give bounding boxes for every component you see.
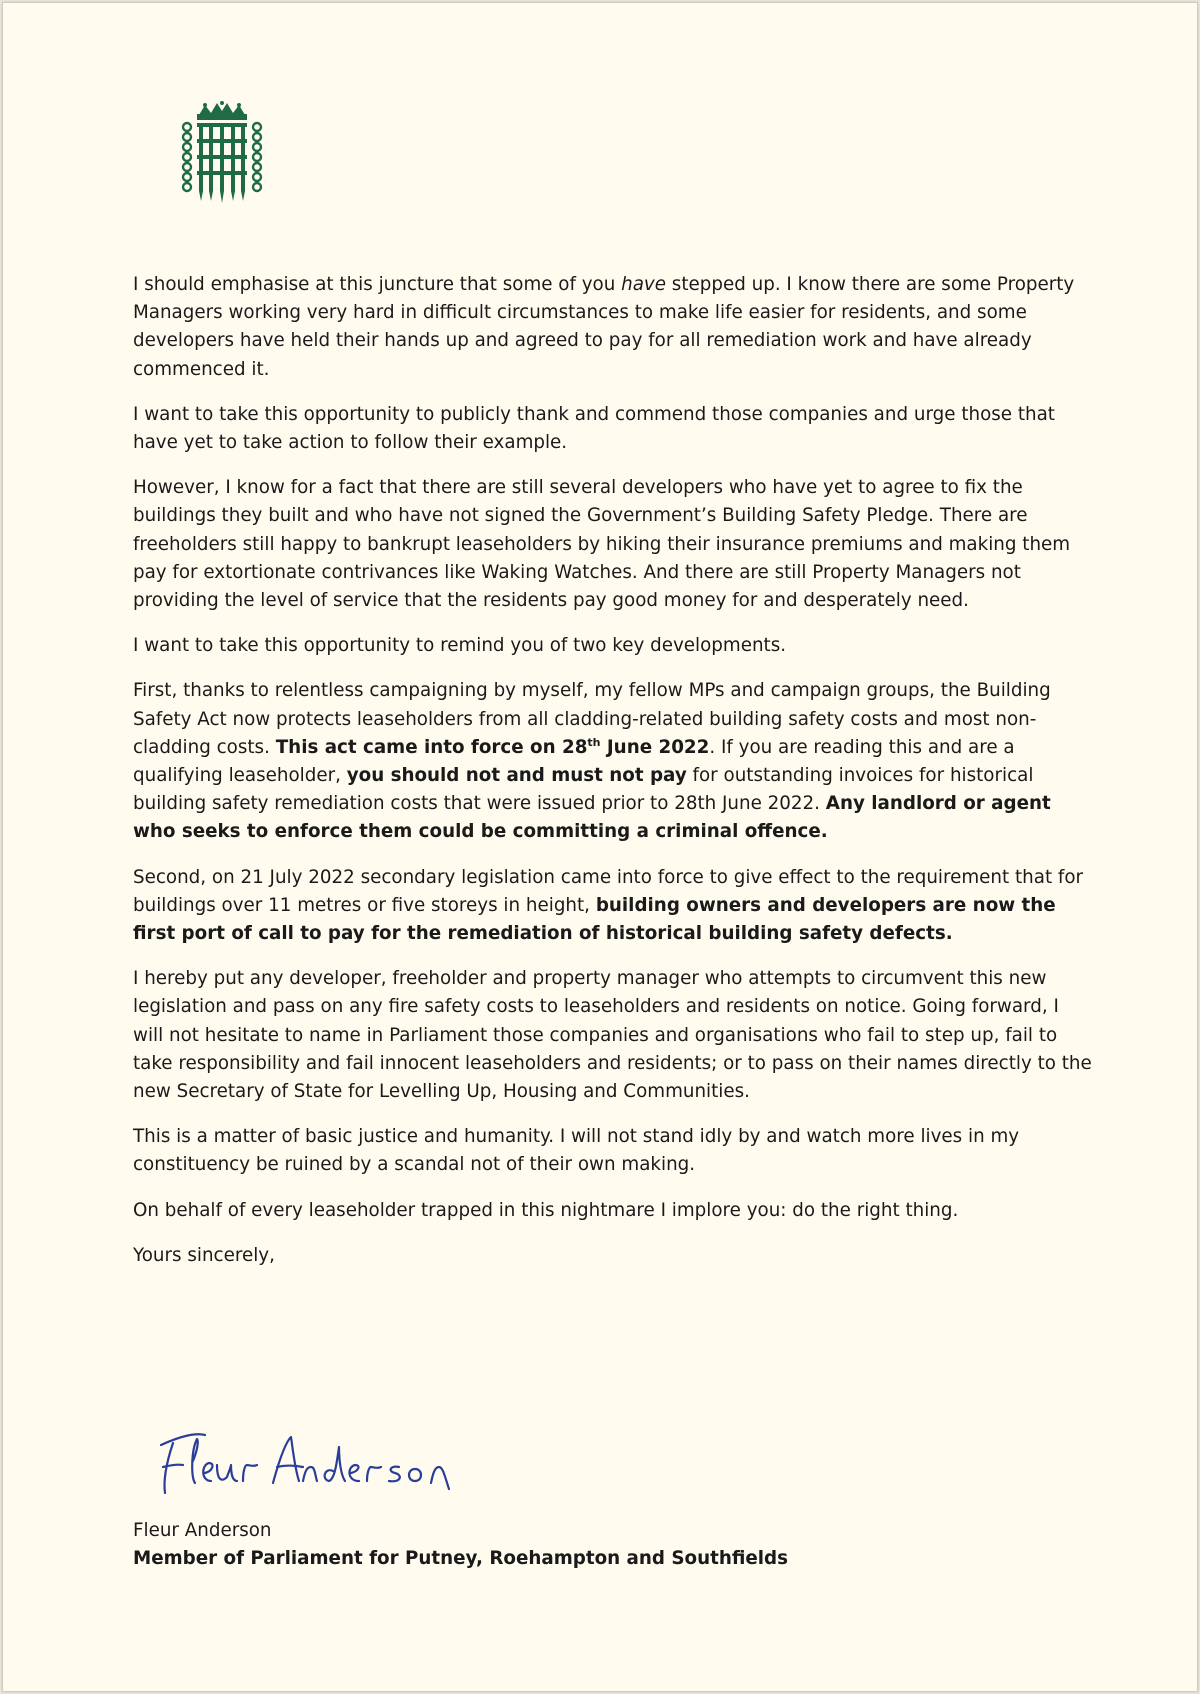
letter-body xyxy=(133,271,1093,1287)
paragraph-6: Second, on 21 July 2022 secondary legislation came into force to give effect to the requirement that for buildings over 11 metres or five storeys in height, building owners and developers are now the first port of call to pay for the remediation of historical building safety defects. xyxy=(133,866,1084,945)
signatory-role: Member of Parliament for Putney, Roehampton and Southfields xyxy=(133,1548,789,1570)
letter-page xyxy=(2,2,1198,1692)
paragraph-1: I should emphasise at this juncture that some of you have stepped up. I know there are some Property Managers working very hard in difficult circumstances to make life easier for residents, and some developers have held their hands up and agreed to pay for all remediation work and have already commenced it. xyxy=(133,274,1075,380)
portcullis-icon xyxy=(177,101,267,205)
paragraph-8: This is a matter of basic justice and humanity. I will not stand idly by and watch more lives in my constituency be ruined by a scandal not of their own making. xyxy=(133,1126,1020,1176)
paragraph-7: I hereby put any developer, freeholder and property manager who attempts to circumvent this new legislation and pass on any fire safety costs to leaseholders and residents on notice. Going forward, I will not hesitate to name in Parliament those companies and organisations who fail to step up, fail to take responsibility and fail innocent leaseholders and residents; or to pass on their names directly to the new Secretary of State for Levelling Up, Housing and Communities. xyxy=(133,968,1092,1103)
paragraph-3: However, I know for a fact that there are still several developers who have yet to agree to fix the buildings they built and who have not signed the Government’s Building Safety Pledge. There are freeholders still happy to bankrupt leaseholders by hiking their insurance premiums and making them pay for extortionate contrivances like Waking Watches. And there are still Property Managers not providing the level of service that the residents pay good money for and desperately need. xyxy=(133,477,1071,612)
closing: Yours sincerely, xyxy=(133,1244,275,1266)
paragraph-2: I want to take this opportunity to publicly thank and commend those companies and urge those that have yet to take action to follow their example. xyxy=(133,403,1055,454)
signature xyxy=(153,1421,483,1501)
signoff-block xyxy=(133,1517,1093,1573)
signatory-name: Fleur Anderson xyxy=(133,1520,272,1541)
paragraph-5: First, thanks to relentless campaigning by myself, my fellow MPs and campaign groups, the Building Safety Act now protects leaseholders from all cladding-related building safety costs and most non-cladding costs. This act came into force on 28th June 2022. If you are reading this and are a qualifying leaseholder, you should not and must not pay for outstanding invoices for historical building safety remediation costs that were issued prior to 28th June 2022. Any landlord or agent who seeks to enforce them could be committing a criminal offence. xyxy=(133,680,1051,843)
paragraph-9: On behalf of every leaseholder trapped in this nightmare I implore you: do the right thing. xyxy=(133,1199,959,1221)
paragraph-4: I want to take this opportunity to remind you of two key developments. xyxy=(133,635,787,657)
